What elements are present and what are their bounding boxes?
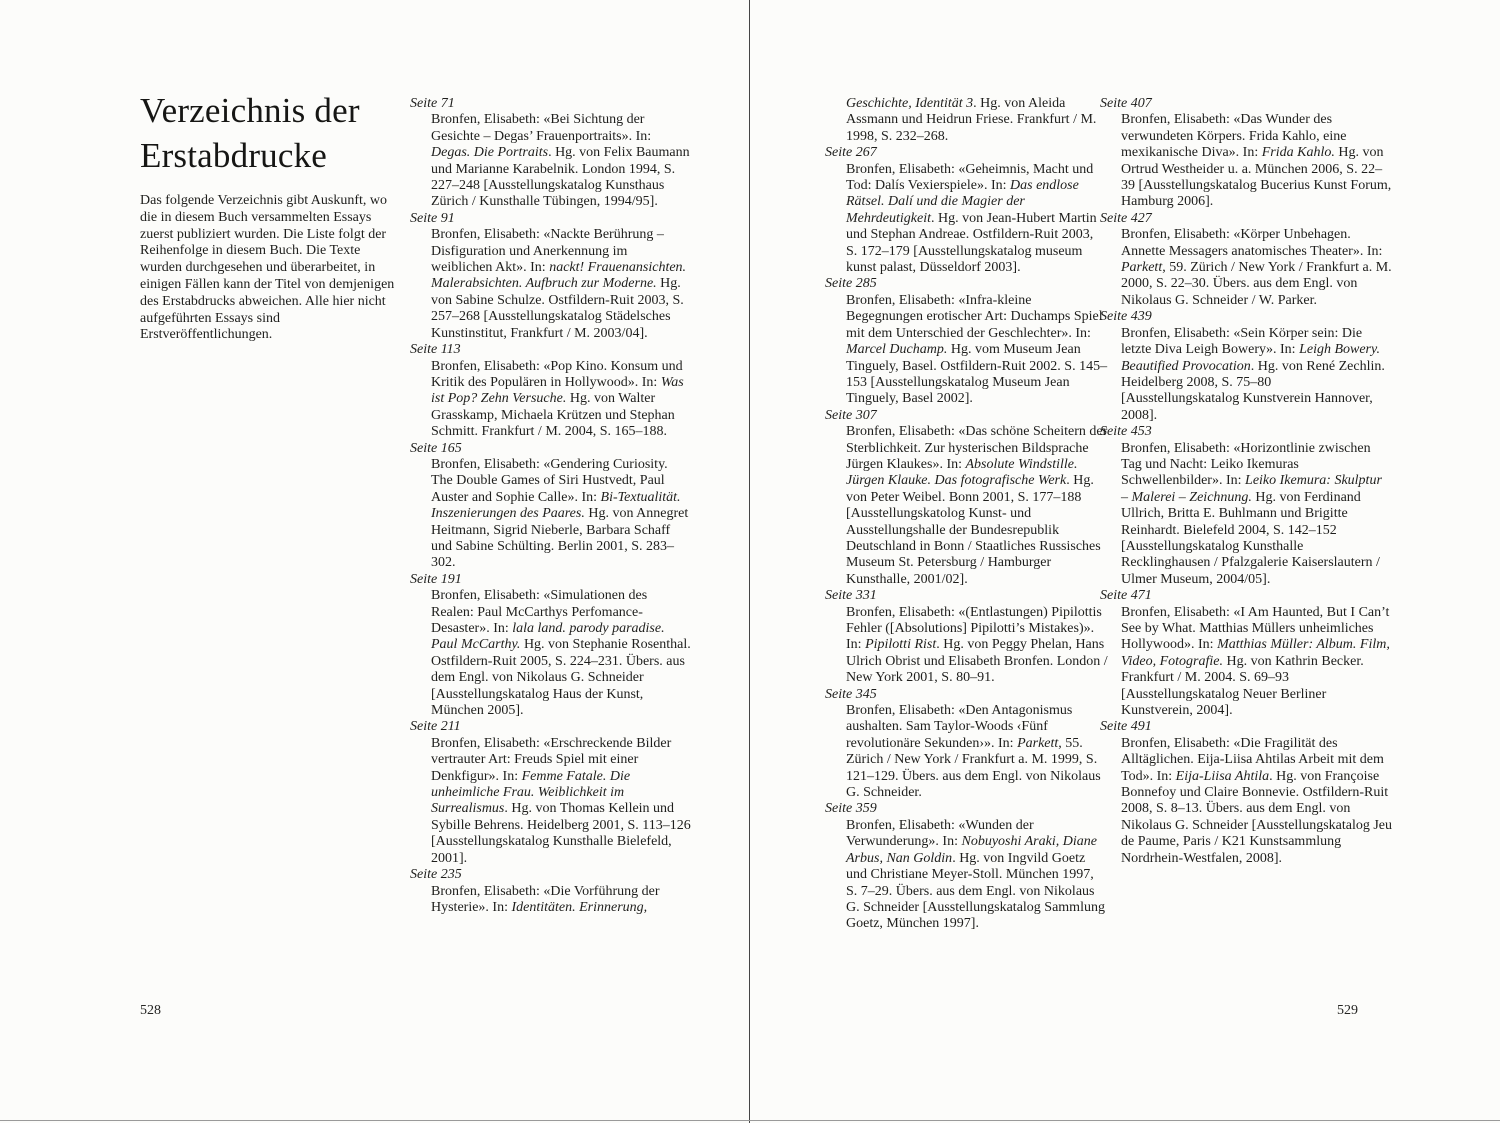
citation-text: Bronfen, Elisabeth: «Pop Kino. Konsum und Kritik des Populären in Hollywood». In: Was ist Pop? Zehn Versuche. Hg. von Walter Grasskamp, Michaela Krützen und Stephan Schmitt. Frankfurt / M. 2004, S. 165–188. bbox=[431, 358, 684, 440]
seite-label: Seite 267 bbox=[825, 145, 877, 161]
bibliography-entry bbox=[1100, 309, 1392, 424]
citation-text: Bronfen, Elisabeth: «Nackte Berührung – Disfiguration und Anerkennung im weiblichen Akt». In: nackt! Frauenansichten. Malerabsichten. Aufbruch zur Moderne. Hg. von Sabine Schulze. Ostfildern-Ruit 2003, S. 257–268 [Ausstellungskatalog Städelsches Kunstinstitut, Frankfurt / M. 2003/04]. bbox=[431, 227, 687, 341]
seite-label: Seite 235 bbox=[410, 867, 462, 883]
citation-text: Geschichte, Identität 3. Hg. von Aleida Assmann und Heidrun Friese. Frankfurt / M. 1998, S. 232–268. bbox=[846, 96, 1097, 144]
seite-label: Seite 331 bbox=[825, 588, 877, 604]
seite-label: Seite 113 bbox=[410, 342, 461, 358]
seite-label: Seite 91 bbox=[410, 210, 455, 226]
bibliography-entry bbox=[410, 342, 691, 440]
citation-text: Bronfen, Elisabeth: «Sein Körper sein: Die letzte Diva Leigh Bowery». In: Leigh Bowery. Beautified Provocation. Hg. von René Zechlin. Heidelberg 2008, S. 75–80 [Ausstellungskatalog Kunstverein Hannover, 2008]. bbox=[1121, 325, 1385, 423]
bibliography-entry bbox=[1100, 424, 1392, 588]
page-number-right: 529 bbox=[1337, 1003, 1358, 1018]
citation-text: Bronfen, Elisabeth: «Horizontlinie zwischen Tag und Nacht: Leiko Ikemuras Schwellenbilder». In: Leiko Ikemura: Skulptur – Malerei – Zeichnung. Hg. von Ferdinand Ullrich, Britta E. Buhlmann und Brigitte Reinhardt. Bielefeld 2004, S. 142–152 [Ausstellungskatalog Kunsthalle Recklinghausen / Pfalzgalerie Kaiserslautern / Ulmer Museum, 2004/05]. bbox=[1121, 440, 1382, 587]
bibliography-entry bbox=[1100, 96, 1392, 211]
bibliography-entry bbox=[825, 687, 1108, 802]
intro-paragraph: Das folgende Verzeichnis gibt Auskunft, wo die in diesem Buch versammelten Essays zuerst publiziert wurden. Die Liste folgt der Reihenfolge in diesem Buch. Die Texte wurden durchgesehen und überarbeitet, in einigen Fällen kann der Titel von demjenigen des Erstabdrucks abweichen. Alle hier nicht aufgeführten Essays sind Erstveröffentlichungen. bbox=[140, 193, 395, 343]
citation-text: Bronfen, Elisabeth: «Wunden der Verwunderung». In: Nobuyoshi Araki, Diane Arbus, Nan Goldin. Hg. von Ingvild Goetz und Christiane Meyer-Stoll. München 1997, S. 7–29. Übers. aus dem Engl. von Nikolaus G. Schneider [Ausstellungskatalog Sammlung Goetz, München 1997]. bbox=[846, 817, 1105, 932]
bibliography-entry bbox=[410, 441, 691, 572]
seite-label: Seite 453 bbox=[1100, 424, 1152, 440]
entries-column-right bbox=[1100, 96, 1392, 867]
bibliography-entry bbox=[825, 145, 1108, 276]
seite-label: Seite 71 bbox=[410, 96, 455, 111]
seite-label: Seite 165 bbox=[410, 440, 462, 456]
page-number-left: 528 bbox=[140, 1003, 161, 1018]
seite-label: Seite 191 bbox=[410, 571, 462, 587]
citation-text: Bronfen, Elisabeth: «Erschreckende Bilder vertrauter Art: Freuds Spiel mit einer Denkfigur». In: Femme Fatale. Die unheimliche Frau. Weiblichkeit im Surrealismus. Hg. von Thomas Kellein und Sybille Behrens. Heidelberg 2001, S. 113–126 [Ausstellungskatalog Kunsthalle Bielefeld, 2001]. bbox=[431, 735, 691, 866]
citation-text: Bronfen, Elisabeth: «Simulationen des Realen: Paul McCarthys Perfomance-Desaster». In: lala land. parody paradise. Paul McCarthy. Hg. von Stephanie Rosenthal. Ostfildern-Ruit 2005, S. 224–231. Übers. aus dem Engl. von Nikolaus G. Schneider [Ausstellungskatalog Haus der Kunst, München 2005]. bbox=[431, 588, 691, 719]
bibliography-entry bbox=[410, 719, 691, 867]
page-divider-line bbox=[749, 0, 750, 1123]
page-title-line-1: Verzeichnis der bbox=[140, 91, 360, 130]
citation-text: Bronfen, Elisabeth: «Den Antagonismus aushalten. Sam Taylor-Woods ‹Fünf revolutionäre Sekunden›». In: Parkett, 55. Zürich / New York / Frankfurt a. M. 1999, S. 121–129. Übers. aus dem Engl. von Nikolaus G. Schneider. bbox=[846, 703, 1101, 801]
seite-label: Seite 471 bbox=[1100, 588, 1152, 604]
citation-text: Bronfen, Elisabeth: «Körper Unbehagen. Annette Messagers anatomisches Theater». In: Parkett, 59. Zürich / New York / Frankfurt a. M. 2000, S. 22–30. Übers. aus dem Engl. von Nikolaus G. Schneider / W. Parker. bbox=[1121, 227, 1392, 308]
bibliography-entry bbox=[825, 408, 1108, 588]
citation-text: Bronfen, Elisabeth: «I Am Haunted, But I Can’t See by What. Matthias Müllers unheimliches Hollywood». In: Matthias Müller: Album. Film, Video, Fotografie. Hg. von Kathrin Becker. Frankfurt / M. 2004. S. 69–93 [Ausstellungskatalog Neuer Berliner Kunstverein, 2004]. bbox=[1121, 604, 1390, 719]
bibliography-entry bbox=[410, 572, 691, 720]
seite-label: Seite 211 bbox=[410, 719, 461, 735]
citation-text: Bronfen, Elisabeth: «(Entlastungen) Pipilottis Fehler ([Absolutions] Pipilotti’s Mistakes)». In: Pipilotti Rist. Hg. von Peggy Phelan, Hans Ulrich Obrist und Elisabeth Bronfen. London / New York 2001, S. 80–91. bbox=[846, 604, 1108, 686]
citation-text: Bronfen, Elisabeth: «Das Wunder des verwundeten Körpers. Frida Kahlo, eine mexikanische Diva». In: Frida Kahlo. Hg. von Ortrud Westheider u. a. München 2006, S. 22–39 [Ausstellungskatalog Bucerius Kunst Forum, Hamburg 2006]. bbox=[1121, 112, 1392, 210]
page-title-line-2: Erstabdrucke bbox=[140, 136, 328, 175]
bibliography-entry bbox=[825, 96, 1108, 145]
bibliography-entry bbox=[1100, 719, 1392, 867]
page-title bbox=[140, 88, 360, 178]
seite-label: Seite 407 bbox=[1100, 96, 1152, 111]
bibliography-entry bbox=[410, 211, 691, 342]
seite-label: Seite 345 bbox=[825, 686, 877, 702]
seite-label: Seite 427 bbox=[1100, 210, 1152, 226]
bottom-edge-line bbox=[0, 1120, 1500, 1121]
bibliography-entry bbox=[825, 588, 1108, 686]
bibliography-entry bbox=[410, 96, 691, 211]
citation-text: Bronfen, Elisabeth: «Geheimnis, Macht und Tod: Dalís Vexierspiele». In: Das endlose Rätsel. Dalí und die Magier der Mehrdeutigkeit. Hg. von Jean-Hubert Martin und Stephan Andreae. Ostfildern-Ruit 2003, S. 172–179 [Ausstellungskatalog museum kunst palast, Düsseldorf 2003]. bbox=[846, 161, 1097, 276]
citation-text: Bronfen, Elisabeth: «Die Fragilität des Alltäglichen. Eija-Liisa Ahtilas Arbeit mit dem Tod». In: Eija-Liisa Ahtila. Hg. von Françoise Bonnefoy und Claire Bonnevie. Ostfildern-Ruit 2008, S. 8–13. Übers. aus dem Engl. von Nikolaus G. Schneider [Ausstellungskatalog Jeu de Paume, Paris / K21 Kunstsammlung Nordrhein-Westfalen, 2008]. bbox=[1121, 735, 1393, 866]
seite-label: Seite 359 bbox=[825, 801, 877, 817]
citation-text: Bronfen, Elisabeth: «Gendering Curiosity. The Double Games of Siri Hustvedt, Paul Auster and Sophie Calle». In: Bi-Textualität. Inszenierungen des Paares. Hg. von Annegret Heitmann, Sigrid Nieberle, Barbara Schaff und Sabine Schülting. Berlin 2001, S. 283–302. bbox=[431, 456, 689, 571]
entries-column-middle bbox=[825, 96, 1108, 933]
citation-text: Bronfen, Elisabeth: «Die Vorführung der Hysterie». In: Identitäten. Erinnerung, bbox=[431, 883, 660, 915]
citation-text: Bronfen, Elisabeth: «Das schöne Scheitern der Sterblichkeit. Zur hysterischen Bildsprache Jürgen Klaukes». In: Absolute Windstille. Jürgen Klauke. Das fotografische Werk. Hg. von Peter Weibel. Bonn 2001, S. 177–188 [Ausstellungskatolog Kunst- und Ausstellungshalle der Bundesrepublik Deutschland in Bonn / Staatliches Russisches Museum St. Petersburg / Hamburger Kunsthalle, 2001/02]. bbox=[846, 424, 1108, 587]
bibliography-entry bbox=[1100, 588, 1392, 719]
seite-label: Seite 285 bbox=[825, 276, 877, 292]
entries-column-left bbox=[410, 96, 691, 916]
bibliography-entry bbox=[825, 276, 1108, 407]
bibliography-entry bbox=[825, 801, 1108, 932]
bibliography-entry bbox=[410, 867, 691, 916]
bibliography-entry bbox=[1100, 211, 1392, 309]
seite-label: Seite 307 bbox=[825, 407, 877, 423]
citation-text: Bronfen, Elisabeth: «Infra-kleine Begegnungen erotischer Art: Duchamps Spiel mit dem Unterschied der Geschlechter». In: Marcel Duchamp. Hg. vom Museum Jean Tinguely, Basel. Ostfildern-Ruit 2002. S. 145–153 [Ausstellungskatalog Museum Jean Tinguely, Basel 2002]. bbox=[846, 292, 1108, 407]
seite-label: Seite 439 bbox=[1100, 309, 1152, 325]
citation-text: Bronfen, Elisabeth: «Bei Sichtung der Gesichte – Degas’ Frauenportraits». In: Degas. Die Portraits. Hg. von Felix Baumann und Marianne Karabelnik. London 1994, S. 227–248 [Ausstellungskatalog Kunsthaus Zürich / Kunsthalle Tübingen, 1994/95]. bbox=[431, 112, 690, 210]
seite-label: Seite 491 bbox=[1100, 719, 1152, 735]
